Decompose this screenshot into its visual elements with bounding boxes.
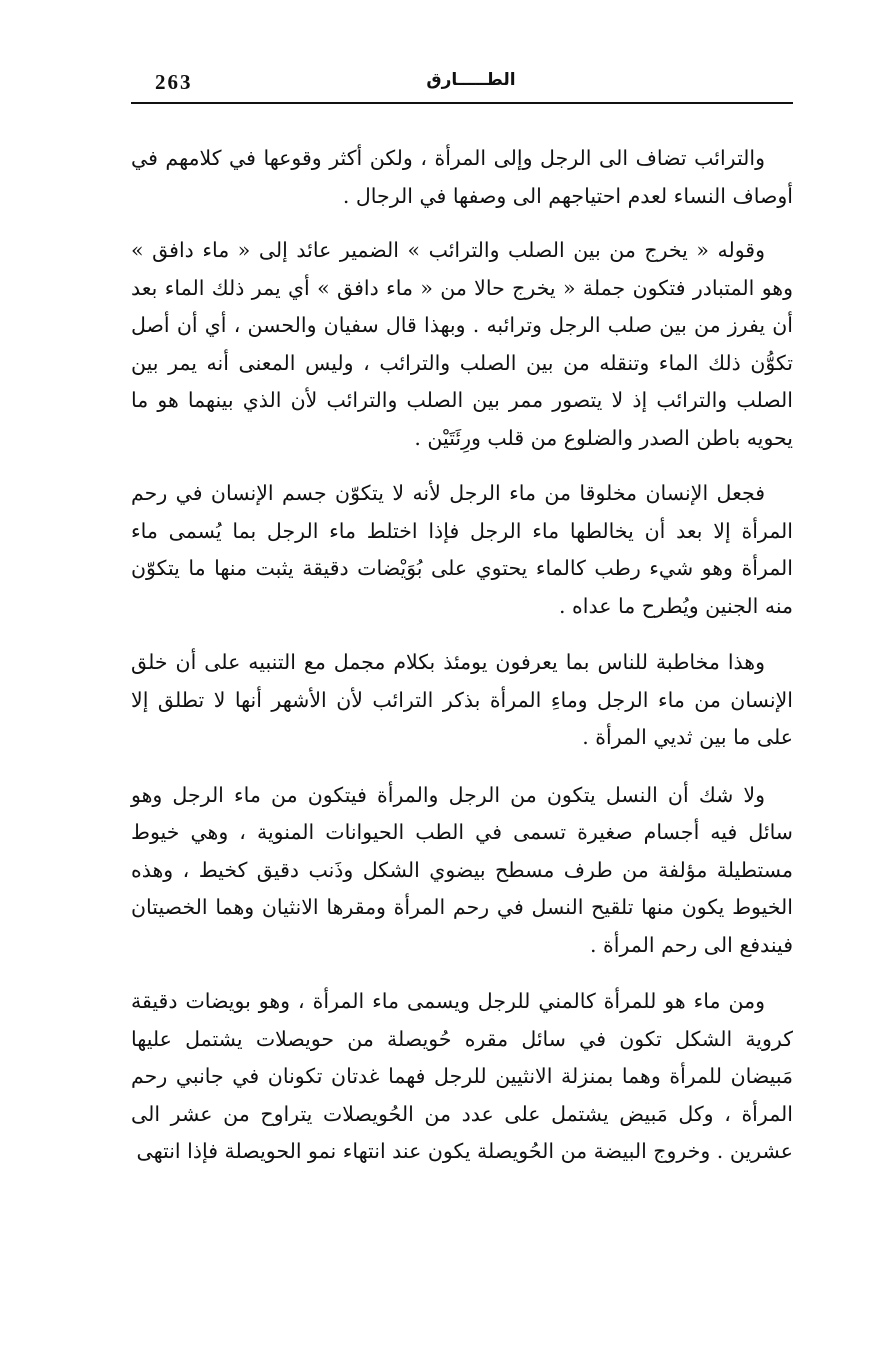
- running-title: الطـــــارق: [426, 70, 516, 90]
- paragraph-4: وهذا مخاطبة للناس بما يعرفون يومئذ بكلام مجمل مع التنبيه على أن خلق الإنسان من ماء الرجل وماءِ المرأة بذكر الترائب لأن الأشهر أنها لا تطلق إلا على ما بين ثديي المرأة .: [131, 650, 793, 749]
- paragraph-6: ومن ماء هو للمرأة كالمني للرجل ويسمى ماء المرأة ، وهو بويضات دقيقة كروية الشكل تكون في سائل مقره حُويصلة من حويصلات يشتمل عليها مَبيضان للمرأة وهما بمنزلة الانثيين للرجل فهما غدتان تكونان في جانبي رحم المرأة ، وكل مَبيض يشتمل على عدد من الحُويصلات يتراوح من عشر الى عشرين . وخروج البيضة من الحُويصلة يكون عند انتهاء نمو الحويصلة فإذا انتهى: [131, 989, 793, 1163]
- page-header: [131, 64, 793, 102]
- paragraph-3: فجعل الإنسان مخلوقا من ماء الرجل لأنه لا يتكوّن جسم الإنسان في رحم المرأة إلا بعد أن يخالطها ماء الرجل فإذا اختلط ماء الرجل بما يُسمى ماء المرأة وهو شيء رطب كالماء يحتوي على بُوَيْضات دقيقة يثبت منها ما يتكوّن منه الجنين ويُطرح ما عداه .: [131, 481, 793, 618]
- page-body: [131, 140, 793, 1171]
- paragraph-2: وقوله « يخرج من بين الصلب والترائب » الضمير عائد إلى « ماء دافق » وهو المتبادر فتكون جملة « يخرج حالا من « ماء دافق » أي يمر ذلك الماء بعد أن يفرز من بين صلب الرجل وترائبه . وبهذا قال سفيان والحسن ، أي أن أصل تكوُّن ذلك الماء وتنقله من بين الصلب والترائب ، وليس المعنى أنه يمر بين الصلب والترائب إذ لا يتصور ممر بين الصلب والترائب لأن الذي بينهما هو ما يحويه باطن الصدر والضلوع من قلب ورِئَتَيْن .: [131, 238, 793, 450]
- page-number: 263: [155, 70, 193, 94]
- paragraph-5: ولا شك أن النسل يتكون من الرجل والمرأة فيتكون من ماء الرجل وهو سائل فيه أجسام صغيرة تسمى في الطب الحيوانات المنوية ، وهي خيوط مستطيلة مؤلفة من طرف مسطح بيضوي الشكل وذَنب دقيق كخيط ، وهذه الخيوط يكون منها تلقيح النسل في رحم المرأة ومقرها الانثيان وهما الخصيتان فيندفع الى رحم المرأة .: [131, 782, 793, 957]
- header-divider: [131, 102, 793, 104]
- paragraph-1: والترائب تضاف الى الرجل وإلى المرأة ، ولكن أكثر وقوعها في كلامهم في أوصاف النساء لعدم احتياجهم الى وصفها في الرجال .: [131, 146, 793, 208]
